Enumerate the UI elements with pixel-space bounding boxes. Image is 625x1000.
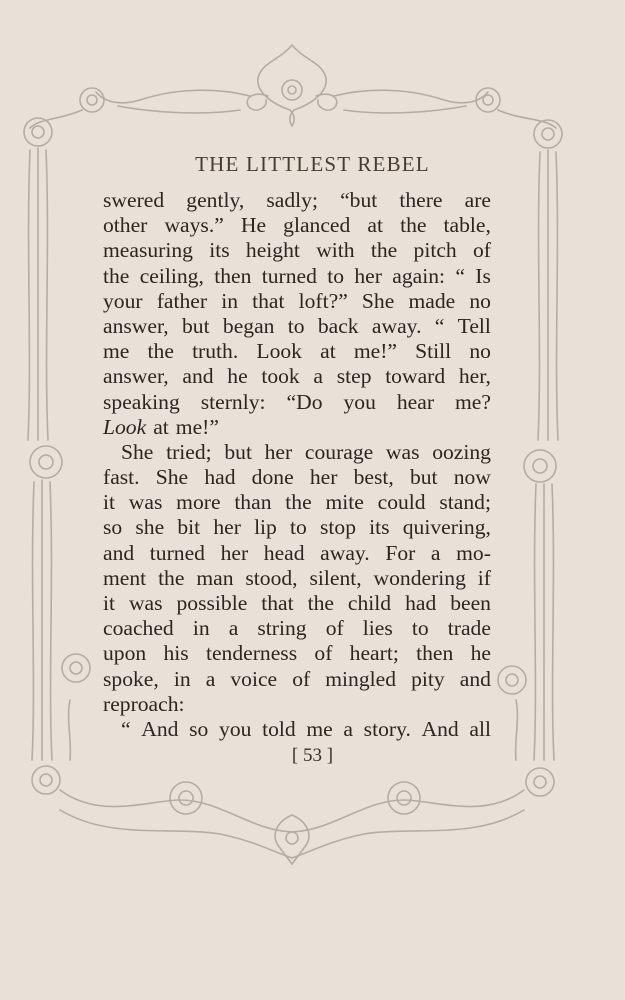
word: glanced	[283, 213, 351, 238]
word: her	[213, 515, 241, 540]
word: so	[189, 716, 209, 741]
word: “	[121, 716, 131, 741]
rosette-ornament	[388, 782, 420, 814]
word: more	[176, 490, 221, 515]
word: but	[224, 439, 252, 464]
word: me!”	[175, 414, 219, 439]
word: father	[156, 288, 208, 313]
text-line	[103, 213, 491, 238]
word: hear	[396, 389, 435, 414]
word: mo-	[456, 540, 491, 565]
word: gently,	[186, 188, 245, 212]
word: She	[155, 465, 189, 490]
word: you	[343, 389, 376, 414]
text-line	[103, 692, 491, 717]
word: a	[313, 364, 324, 389]
word: Still	[415, 339, 452, 364]
word: was	[385, 439, 420, 464]
word: sadly;	[266, 188, 318, 212]
rosette-ornament	[170, 782, 202, 814]
word: was	[128, 591, 163, 615]
text-line	[103, 364, 491, 389]
word: so	[103, 515, 123, 540]
word: For	[385, 540, 416, 565]
word: string	[257, 616, 307, 641]
word: Is	[475, 263, 491, 288]
word: could	[377, 490, 426, 515]
word: your	[103, 288, 143, 313]
word: me	[306, 716, 333, 741]
word: back	[317, 313, 359, 338]
word: of	[325, 616, 344, 641]
word: and	[459, 666, 491, 691]
word: truth.	[192, 339, 239, 364]
word: no	[469, 288, 491, 313]
word: courage	[304, 439, 374, 464]
word: it	[103, 591, 115, 615]
word: me?	[455, 389, 491, 414]
word: “Do	[286, 389, 323, 414]
word: Look	[103, 414, 147, 439]
word: then	[416, 641, 454, 666]
word: answer,	[103, 364, 169, 389]
word: “	[434, 313, 445, 338]
body-text	[103, 188, 491, 742]
word: and	[103, 540, 135, 565]
text-line	[103, 289, 491, 314]
word: silent,	[309, 565, 362, 590]
word: of	[292, 666, 311, 691]
text-line	[103, 591, 491, 616]
word: head	[263, 540, 305, 565]
word: speaking	[103, 389, 180, 414]
word: took	[261, 364, 300, 389]
word: his	[163, 641, 189, 666]
text-line	[103, 314, 491, 339]
word: the	[147, 339, 174, 364]
word: bit	[177, 515, 201, 540]
word: its	[369, 515, 390, 540]
word: of	[473, 238, 491, 263]
word: its	[209, 238, 230, 263]
word: away.	[371, 313, 422, 338]
word: no	[469, 339, 491, 364]
word: “but	[340, 188, 378, 212]
word: been	[450, 591, 491, 615]
word: step	[336, 364, 372, 389]
word: a	[205, 666, 216, 691]
text-line	[103, 238, 491, 263]
rosette-ornament	[30, 446, 62, 478]
word: oozing	[432, 439, 491, 464]
text-line	[103, 667, 491, 692]
word: And	[141, 716, 179, 741]
word: her	[220, 540, 249, 565]
word: but	[182, 313, 210, 338]
word: made	[408, 288, 456, 313]
word: done	[251, 465, 294, 490]
word: to	[411, 616, 429, 641]
word: mite	[325, 490, 364, 515]
word: Tell	[457, 313, 491, 338]
word: if	[477, 565, 491, 590]
word: but	[409, 465, 438, 490]
word: coached	[103, 616, 174, 641]
word: and	[182, 364, 214, 389]
word: had	[204, 465, 236, 490]
word: the	[103, 263, 130, 288]
word: He	[240, 213, 267, 238]
word: in	[173, 666, 191, 691]
word: swered	[103, 188, 165, 212]
word: again:	[392, 263, 446, 288]
page-number: [ 53 ]	[291, 745, 334, 766]
rosette-ornament	[80, 88, 104, 112]
word: the	[370, 238, 398, 263]
word: pity	[411, 666, 445, 691]
word: the	[285, 490, 312, 515]
word: ways.”	[164, 213, 224, 238]
rosette-ornament	[524, 450, 556, 482]
word: told	[262, 716, 296, 741]
word: turned	[149, 540, 205, 565]
word: lip	[254, 515, 277, 540]
word: possible	[176, 591, 248, 615]
word: the	[307, 591, 334, 615]
word: mingled	[325, 666, 397, 691]
word: now	[453, 465, 491, 490]
word: wondering	[373, 565, 466, 590]
word: her	[354, 263, 382, 288]
word: spoke,	[103, 666, 159, 691]
word: that	[252, 288, 285, 313]
word: answer,	[103, 313, 169, 338]
text-line	[103, 566, 491, 591]
word: her,	[458, 364, 491, 389]
word: to	[287, 313, 305, 338]
word: turned	[261, 263, 317, 288]
word: tried;	[166, 439, 212, 464]
word: her	[264, 439, 293, 464]
word: all	[469, 716, 491, 741]
word: stand;	[439, 490, 491, 515]
word: away.	[320, 540, 370, 565]
word: tenderness	[205, 641, 298, 666]
text-line	[103, 515, 491, 540]
word: than	[234, 490, 272, 515]
word: ceiling,	[139, 263, 204, 288]
text-line	[103, 390, 491, 415]
text-line	[103, 339, 491, 364]
word: voice	[230, 666, 278, 691]
word: of	[314, 641, 333, 666]
word: me!”	[353, 339, 398, 364]
text-line	[103, 616, 491, 641]
word: upon	[103, 641, 147, 666]
word: a	[430, 540, 441, 565]
word: are	[464, 188, 491, 212]
word: stop	[320, 515, 356, 540]
word: other	[103, 213, 148, 238]
word: that	[261, 591, 294, 615]
word: man	[196, 565, 234, 590]
word: a	[228, 616, 239, 641]
word: pitch	[413, 238, 457, 263]
word: She	[121, 439, 154, 464]
word: toward	[385, 364, 446, 389]
text-line	[103, 490, 491, 515]
word: in	[221, 288, 238, 313]
running-head: THE LITTLEST REBEL	[195, 152, 430, 176]
word: story.	[363, 716, 411, 741]
text-line	[103, 641, 491, 666]
word: reproach:	[103, 691, 185, 716]
word: it	[103, 490, 115, 515]
text-line	[103, 440, 491, 465]
text-line	[103, 188, 491, 213]
text-line	[103, 465, 491, 490]
text-line	[103, 415, 491, 440]
word: her	[309, 465, 338, 490]
word: stood,	[245, 565, 298, 590]
word: height	[245, 238, 300, 263]
word: there	[399, 188, 443, 212]
bottom-crest-ornament	[275, 815, 309, 864]
word: was	[128, 490, 163, 515]
word: quivering,	[402, 515, 491, 540]
word: began	[222, 313, 275, 338]
word: fast.	[103, 465, 140, 490]
word: he	[470, 641, 491, 666]
word: to	[327, 263, 345, 288]
word: at	[367, 213, 383, 238]
word: the	[400, 213, 427, 238]
word: table,	[443, 213, 491, 238]
word: he	[227, 364, 248, 389]
word: you	[219, 716, 252, 741]
text-line	[103, 264, 491, 289]
word: a	[343, 716, 353, 741]
word: ment	[103, 565, 147, 590]
word: then	[214, 263, 252, 288]
word: to	[290, 515, 307, 540]
word: And	[421, 716, 459, 741]
word: at	[320, 339, 336, 364]
word: lies	[362, 616, 393, 641]
word: Look	[256, 339, 302, 364]
word: child	[347, 591, 392, 615]
word: at	[153, 414, 169, 439]
word: measuring	[103, 238, 193, 263]
word: heart;	[349, 641, 399, 666]
word: loft?”	[298, 288, 348, 313]
word: trade	[447, 616, 491, 641]
word: sternly:	[200, 389, 266, 414]
text-line	[103, 717, 491, 742]
word: me	[103, 339, 130, 364]
word: with	[316, 238, 355, 263]
word: had	[405, 591, 437, 615]
word: in	[192, 616, 210, 641]
text-line	[103, 541, 491, 566]
word: the	[158, 565, 185, 590]
word: best,	[353, 465, 394, 490]
word: She	[361, 288, 395, 313]
word: she	[135, 515, 165, 540]
word: “	[455, 263, 465, 288]
